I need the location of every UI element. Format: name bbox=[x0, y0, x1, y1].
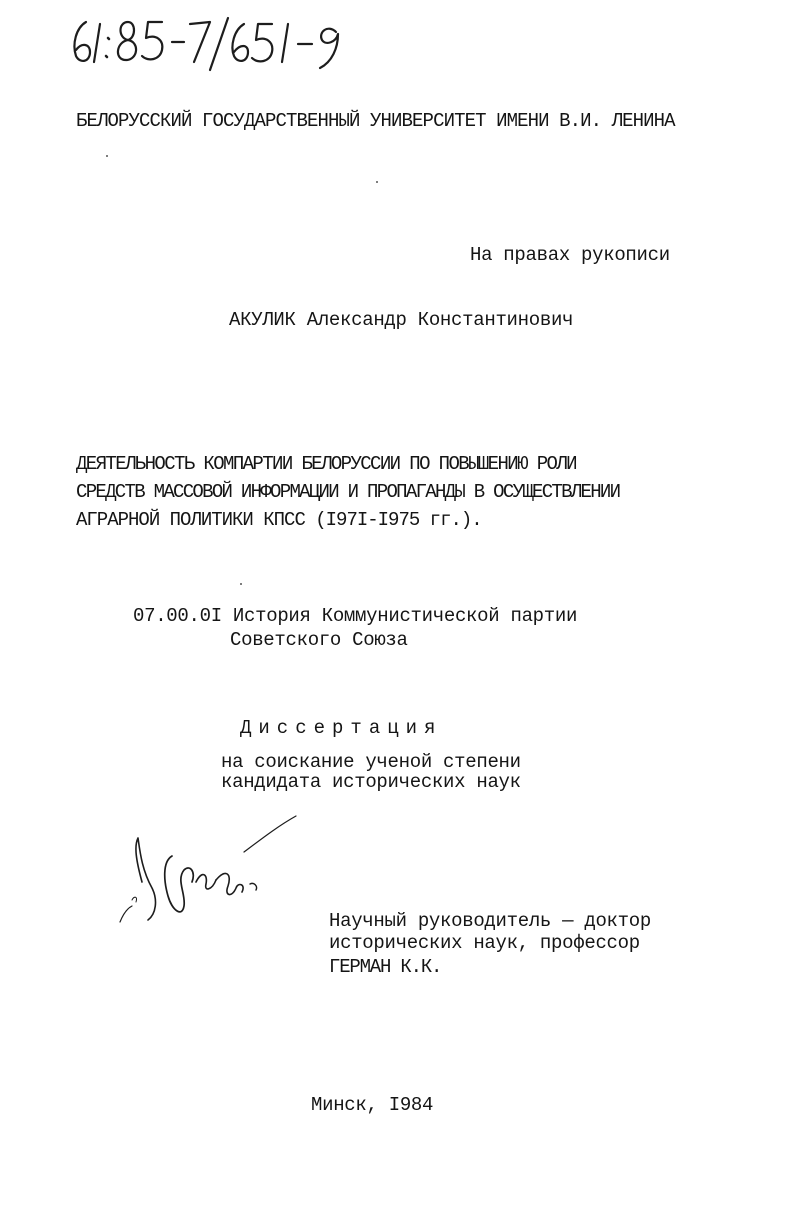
specialty-continuation: Советского Союза bbox=[230, 629, 408, 651]
dissertation-heading: Диссертация bbox=[240, 717, 443, 739]
university-name: БЕЛОРУССКИЙ ГОСУДАРСТВЕННЫЙ УНИВЕРСИТЕТ ИМЕНИ В.И. ЛЕНИНА bbox=[76, 110, 675, 132]
handwritten-archive-mark bbox=[66, 14, 366, 74]
paper-speck bbox=[240, 583, 242, 585]
degree-purpose-line-2: кандидата исторических наук bbox=[221, 771, 521, 793]
degree-purpose-line-1: на соискание ученой степени bbox=[221, 751, 521, 773]
dissertation-title-line-1: ДЕЯТЕЛЬНОСТЬ КОМПАРТИИ БЕЛОРУССИИ ПО ПОВЫШЕНИЮ РОЛИ bbox=[76, 453, 576, 475]
supervisor-name: ГЕРМАН К.К. bbox=[329, 956, 442, 978]
supervisor-line-1: Научный руководитель — доктор bbox=[329, 910, 651, 932]
dissertation-title-line-2: СРЕДСТВ МАССОВОЙ ИНФОРМАЦИИ И ПРОПАГАНДЫ В ОСУЩЕСТВЛЕНИИ bbox=[76, 481, 620, 503]
author-name: АКУЛИК Александр Константинович bbox=[229, 309, 574, 331]
supervisor-line-2: исторических наук, профессор bbox=[329, 932, 640, 954]
paper-speck bbox=[376, 181, 378, 183]
specialty-code: 07.00.0I История Коммунистической партии bbox=[133, 605, 578, 627]
paper-speck bbox=[106, 155, 108, 157]
manuscript-rights-note: На правах рукописи bbox=[470, 244, 670, 266]
place-and-year: Минск, I984 bbox=[311, 1094, 434, 1116]
author-signature bbox=[112, 812, 302, 927]
dissertation-title-line-3: АГРАРНОЙ ПОЛИТИКИ КПСС (I97I-I975 гг.). bbox=[76, 509, 482, 531]
